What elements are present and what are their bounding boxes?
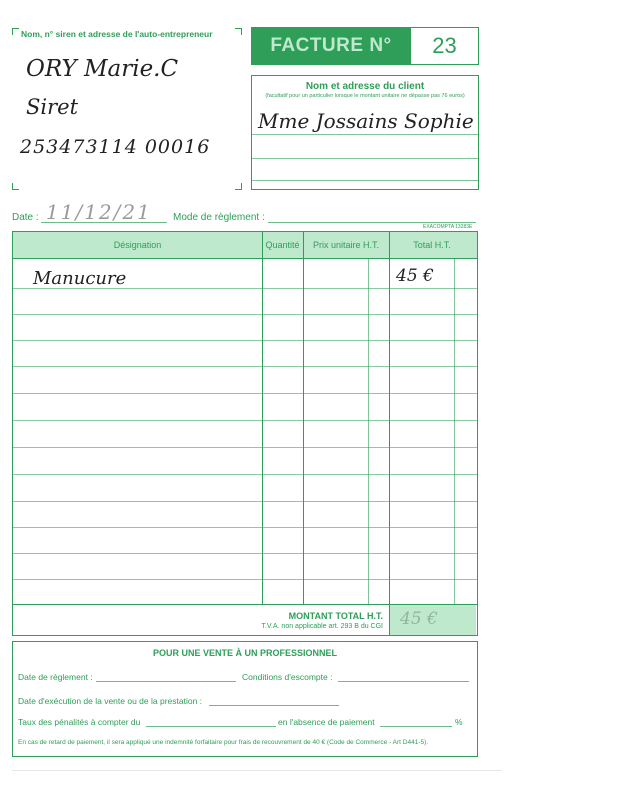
client-note: (facultatif pour un particulier lorsque le montant unitaire ne dépasse pas 76 euros) (265, 93, 465, 99)
professional-block (12, 641, 478, 757)
invoice-header (251, 27, 479, 65)
invoice-title: FACTURE N° (252, 28, 410, 64)
client-label: Nom et adresse du client (305, 81, 425, 92)
header-unit-price: Prix unitaire H.T. (312, 240, 380, 250)
execution-label: Date d'exécution de la vente ou de la prestation : (18, 696, 203, 706)
discount-label: Conditions d'escompte : (242, 672, 333, 682)
total-row (13, 604, 477, 636)
date-label: Date : (12, 212, 39, 223)
tva-note: T.V.A. non applicable art. 293 B du CGI (261, 623, 383, 630)
issuer-name: ORY Marie.C (26, 56, 179, 82)
issuer-block (12, 28, 242, 190)
penalty-label: Taux des pénalités à compter du (18, 717, 141, 727)
payment-date-label: Date de règlement : (18, 672, 93, 682)
client-block (251, 75, 479, 190)
scan-edge (12, 770, 502, 771)
legal-note: En cas de retard de paiement, il sera appliqué une indemnité forfaitaire pour frais de recouvrement de 40 € (Code de Commerce - Art D441-5). (18, 739, 429, 746)
invoice-date: 11/12/21 (46, 200, 152, 224)
total-label: MONTANT TOTAL H.T. (288, 611, 383, 621)
header-quantity: Quantité (265, 240, 300, 250)
professional-heading: POUR UNE VENTE À UN PROFESSIONNEL (152, 648, 338, 658)
form-ref: EXACOMPTA 13283E (423, 224, 473, 230)
absence-label: en l'absence de paiement (278, 717, 375, 727)
client-name: Mme Jossains Sophie (258, 109, 474, 133)
issuer-label: Nom, n° siren et adresse de l'auto-entrepreneur (21, 29, 213, 39)
invoice-number: 23 (410, 28, 478, 64)
invoice-table (12, 231, 478, 636)
issuer-siret-label: Siret (26, 95, 79, 119)
table-header (13, 232, 477, 259)
issuer-siret: 253473114 00016 (20, 136, 211, 158)
row-1-total: 45 € (396, 266, 434, 286)
total-value-box (389, 605, 476, 635)
row-1-designation: Manucure (33, 268, 127, 289)
payment-mode-label: Mode de règlement : (173, 212, 265, 223)
header-total: Total H.T. (413, 240, 451, 250)
percent-sign: % (455, 717, 463, 727)
total-value: 45 € (400, 609, 438, 629)
header-designation: Désignation (113, 240, 162, 250)
